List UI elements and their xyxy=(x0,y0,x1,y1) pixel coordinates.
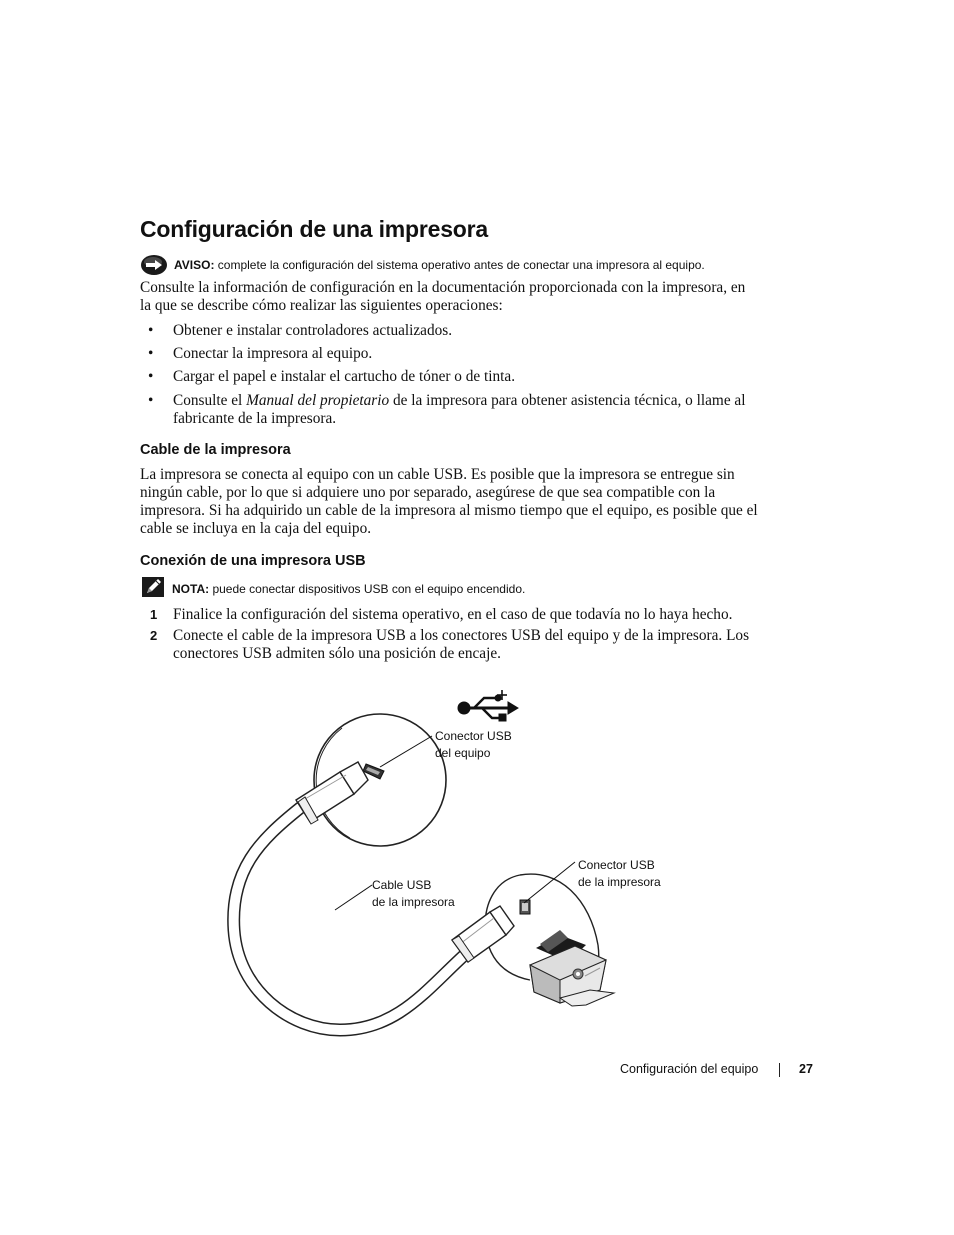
printer-illustration xyxy=(530,930,614,1006)
bullet-dot: • xyxy=(148,368,154,385)
list-item-text-start: Consulte el xyxy=(173,392,247,409)
callout-line: de la impresora xyxy=(578,875,661,889)
bullet-dot: • xyxy=(148,345,154,362)
intro-paragraph: Consulte la información de configuración en la documentación proporcionada con la impresora, en la que se describe cómo realizar las siguientes operaciones: xyxy=(140,279,746,314)
usb-symbol-icon xyxy=(458,690,518,721)
manual-title: Manual del propietario xyxy=(246,392,390,409)
usb-heading: Conexión de una impresora USB xyxy=(140,553,366,569)
nota-text: puede conectar dispositivos USB con el equipo encendido. xyxy=(212,582,526,596)
list-item-text: Conectar la impresora al equipo. xyxy=(173,345,373,362)
footer-section-name: Configuración del equipo xyxy=(620,1062,759,1076)
list-item-text: Obtener e instalar controladores actualizados. xyxy=(173,322,453,339)
cable-label xyxy=(372,877,455,911)
list-item-text-end: de la impresora para obtener asistencia técnica, o llame al fabricante de la impresora. xyxy=(173,392,746,427)
bullet-dot: • xyxy=(148,392,154,409)
usb-cable xyxy=(234,808,470,1030)
bullet-dot: • xyxy=(148,322,154,339)
step-number: 2 xyxy=(150,628,158,643)
cable-heading: Cable de la impresora xyxy=(140,442,291,458)
computer-connector-label xyxy=(435,728,512,762)
step-text: Finalice la configuración del sistema operativo, en el caso de que todavía no lo haya hecho. xyxy=(173,606,733,623)
callout-line: Conector USB xyxy=(578,858,655,872)
nota-label: NOTA: xyxy=(172,582,210,596)
callout-line: de la impresora xyxy=(372,895,455,909)
callout-line: Conector USB xyxy=(435,729,512,743)
page-title: Configuración de una impresora xyxy=(140,216,488,242)
callout-line: Cable USB xyxy=(372,878,432,892)
cable-leader xyxy=(335,885,372,910)
footer-divider xyxy=(779,1063,780,1077)
usb-b-plug xyxy=(452,906,514,962)
cable-paragraph: La impresora se conecta al equipo con un cable USB. Es posible que la impresora se entregue sin ningún cable, por lo que si adquiere uno por separado, asegúrese de que sea compatible con la impresora. Si ha adquirido un cable de la impresora al mismo tiempo que el equipo, es posible que el cable se incluya en la caja del equipo. xyxy=(140,466,758,537)
aviso-text: complete la configuración del sistema operativo antes de conectar una impresora al equipo. xyxy=(217,258,705,272)
list-item-text: Cargar el papel e instalar el cartucho de tóner o de tinta. xyxy=(173,368,516,385)
callout-line: del equipo xyxy=(435,746,491,760)
page-number: 27 xyxy=(799,1062,813,1076)
step-text: Conecte el cable de la impresora USB a los conectores USB del equipo y de la impresora. Los conectores USB admiten sólo una posición de encaje. xyxy=(173,627,750,662)
printer-connector-label xyxy=(578,857,661,891)
step-number: 1 xyxy=(150,607,158,622)
printer-port-leader xyxy=(524,862,575,903)
aviso-label: AVISO: xyxy=(174,258,215,272)
